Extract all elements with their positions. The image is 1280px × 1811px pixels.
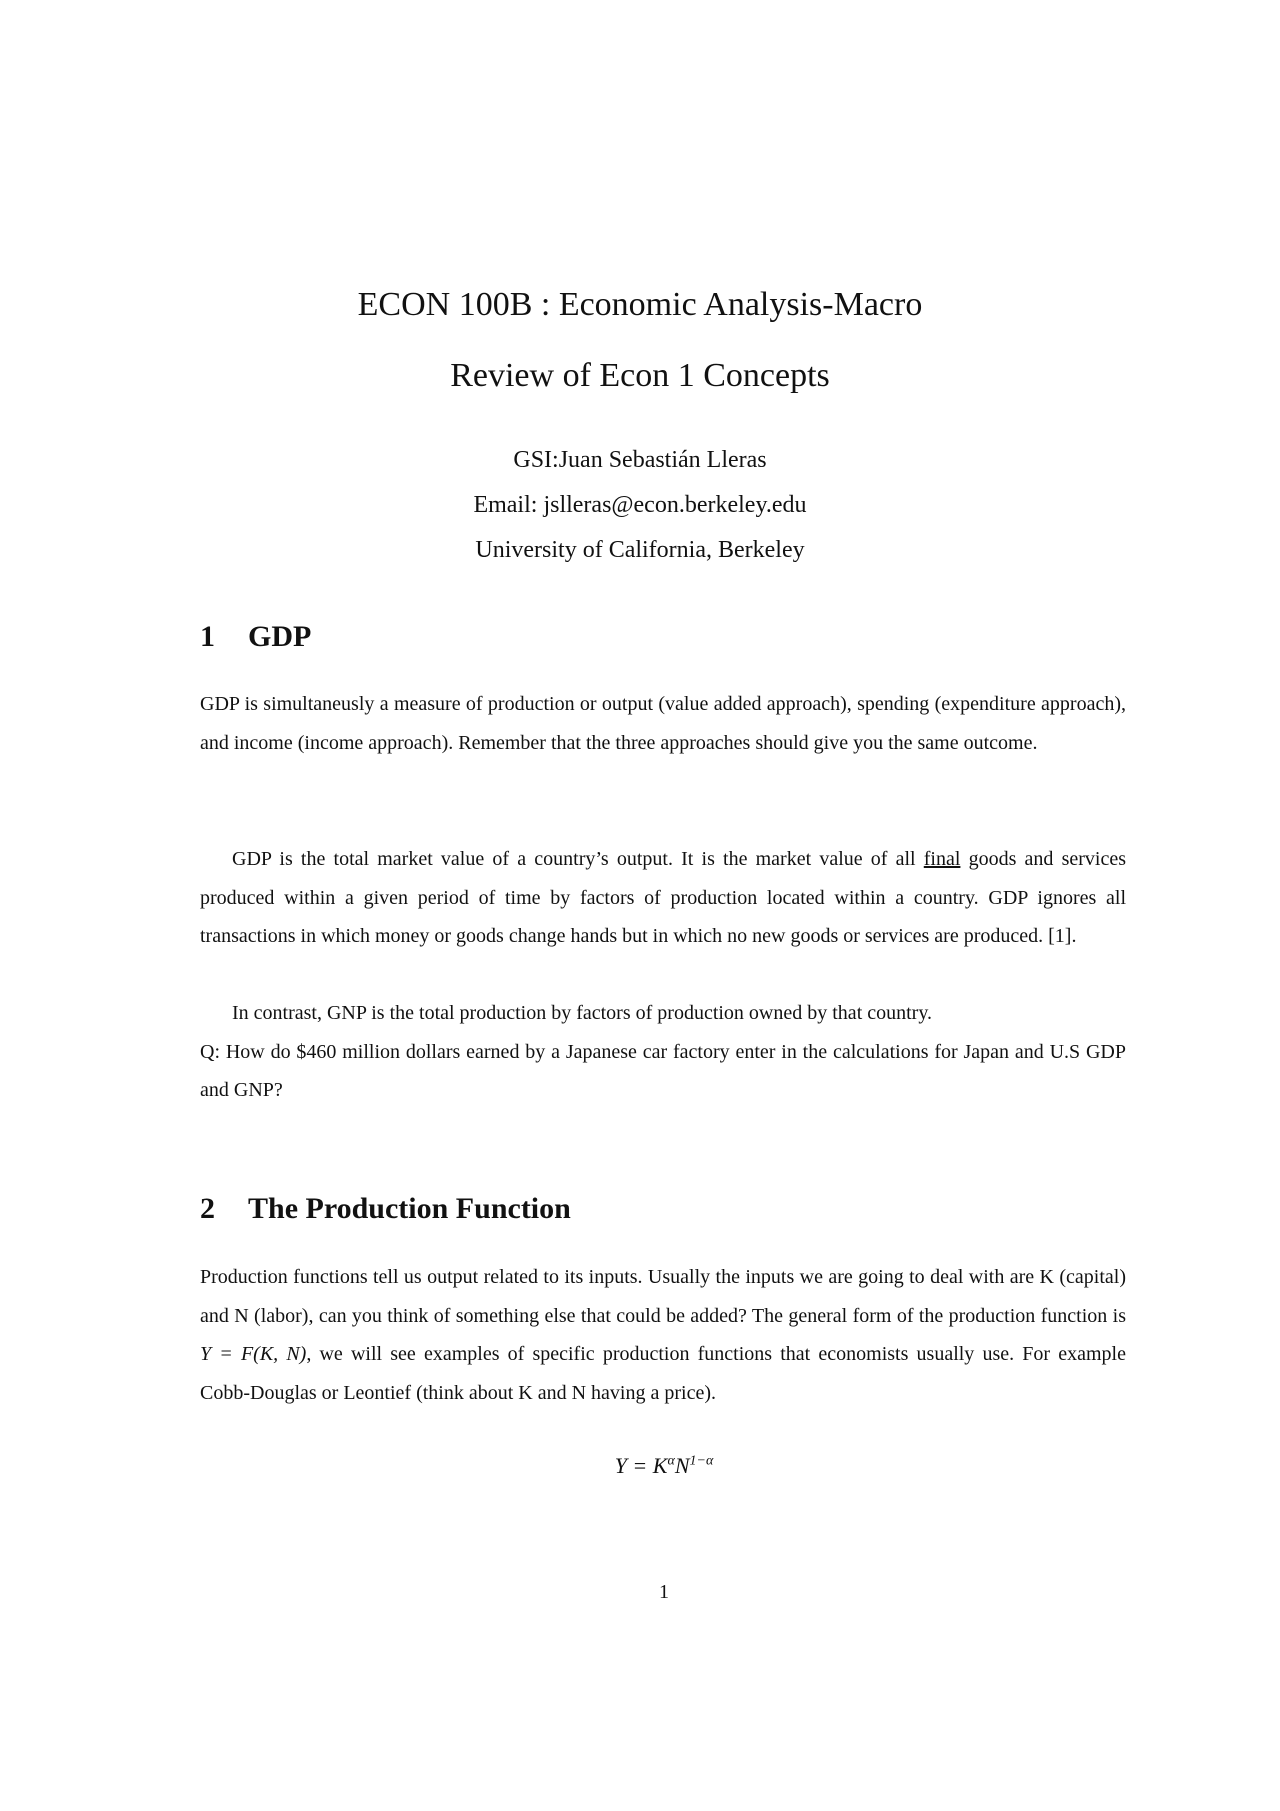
gdp-paragraph-2 [200, 840, 1126, 956]
section-title: GDP [248, 620, 312, 653]
equation-base: Y = K [614, 1453, 668, 1478]
gsi-line: GSI:Juan Sebastián Lleras [513, 447, 767, 473]
cobb-douglas-equation [0, 1453, 1280, 1479]
equation-exponent: α [667, 1453, 675, 1469]
section-heading-gdp [200, 620, 311, 654]
university-line: University of California, Berkeley [475, 537, 805, 563]
gdp-paragraph-1: GDP is simultaneusly a measure of production or output (value added approach), spending (expenditure approach), and income (income approach). Remember that the three approaches should give you the same outcome. [200, 693, 1126, 754]
gnp-definition: In contrast, GNP is the total production by factors of production owned by that country. [232, 1002, 933, 1024]
paragraph-text: , we will see examples of specific production functions that economists usually use. For example Cobb-Douglas or Leontief (think about K and N having a price). [200, 1343, 1126, 1404]
gnp-question: Q: How do $460 million dollars earned by a Japanese car factory enter in the calculations for Japan and U.S GDP and GNP? [200, 1040, 1126, 1101]
section-number: 2 [200, 1192, 215, 1225]
underlined-term: final [923, 848, 961, 870]
document-subtitle: Review of Econ 1 Concepts [450, 357, 830, 394]
gnp-paragraph [200, 994, 1126, 1110]
email-line: Email: jslleras@econ.berkeley.edu [473, 492, 807, 518]
section-title: The Production Function [248, 1192, 571, 1225]
document-title: ECON 100B : Economic Analysis-Macro [357, 286, 923, 323]
paragraph-text: Production functions tell us output related to its inputs. Usually the inputs we are going to deal with are K (capital) and N (labor), can you think of something else that could be added? The general form of the production function is [200, 1266, 1126, 1327]
production-function-paragraph [200, 1258, 1126, 1412]
section-heading-production-function [200, 1192, 571, 1226]
paragraph-text: GDP is the total market value of a country’s output. It is the market value of all [232, 848, 924, 870]
equation-base: N [674, 1453, 690, 1478]
section-number: 1 [200, 620, 215, 653]
paragraph-text: goods and services produced within a given period of time by factors of production located within a country. GDP ignores all transactions in which money or goods change hands but in which no new goods or services are produced. [1]. [200, 848, 1126, 947]
inline-math: Y = F(K, N) [200, 1343, 307, 1365]
page-number: 1 [659, 1581, 669, 1603]
equation-exponent: 1−α [689, 1453, 714, 1469]
